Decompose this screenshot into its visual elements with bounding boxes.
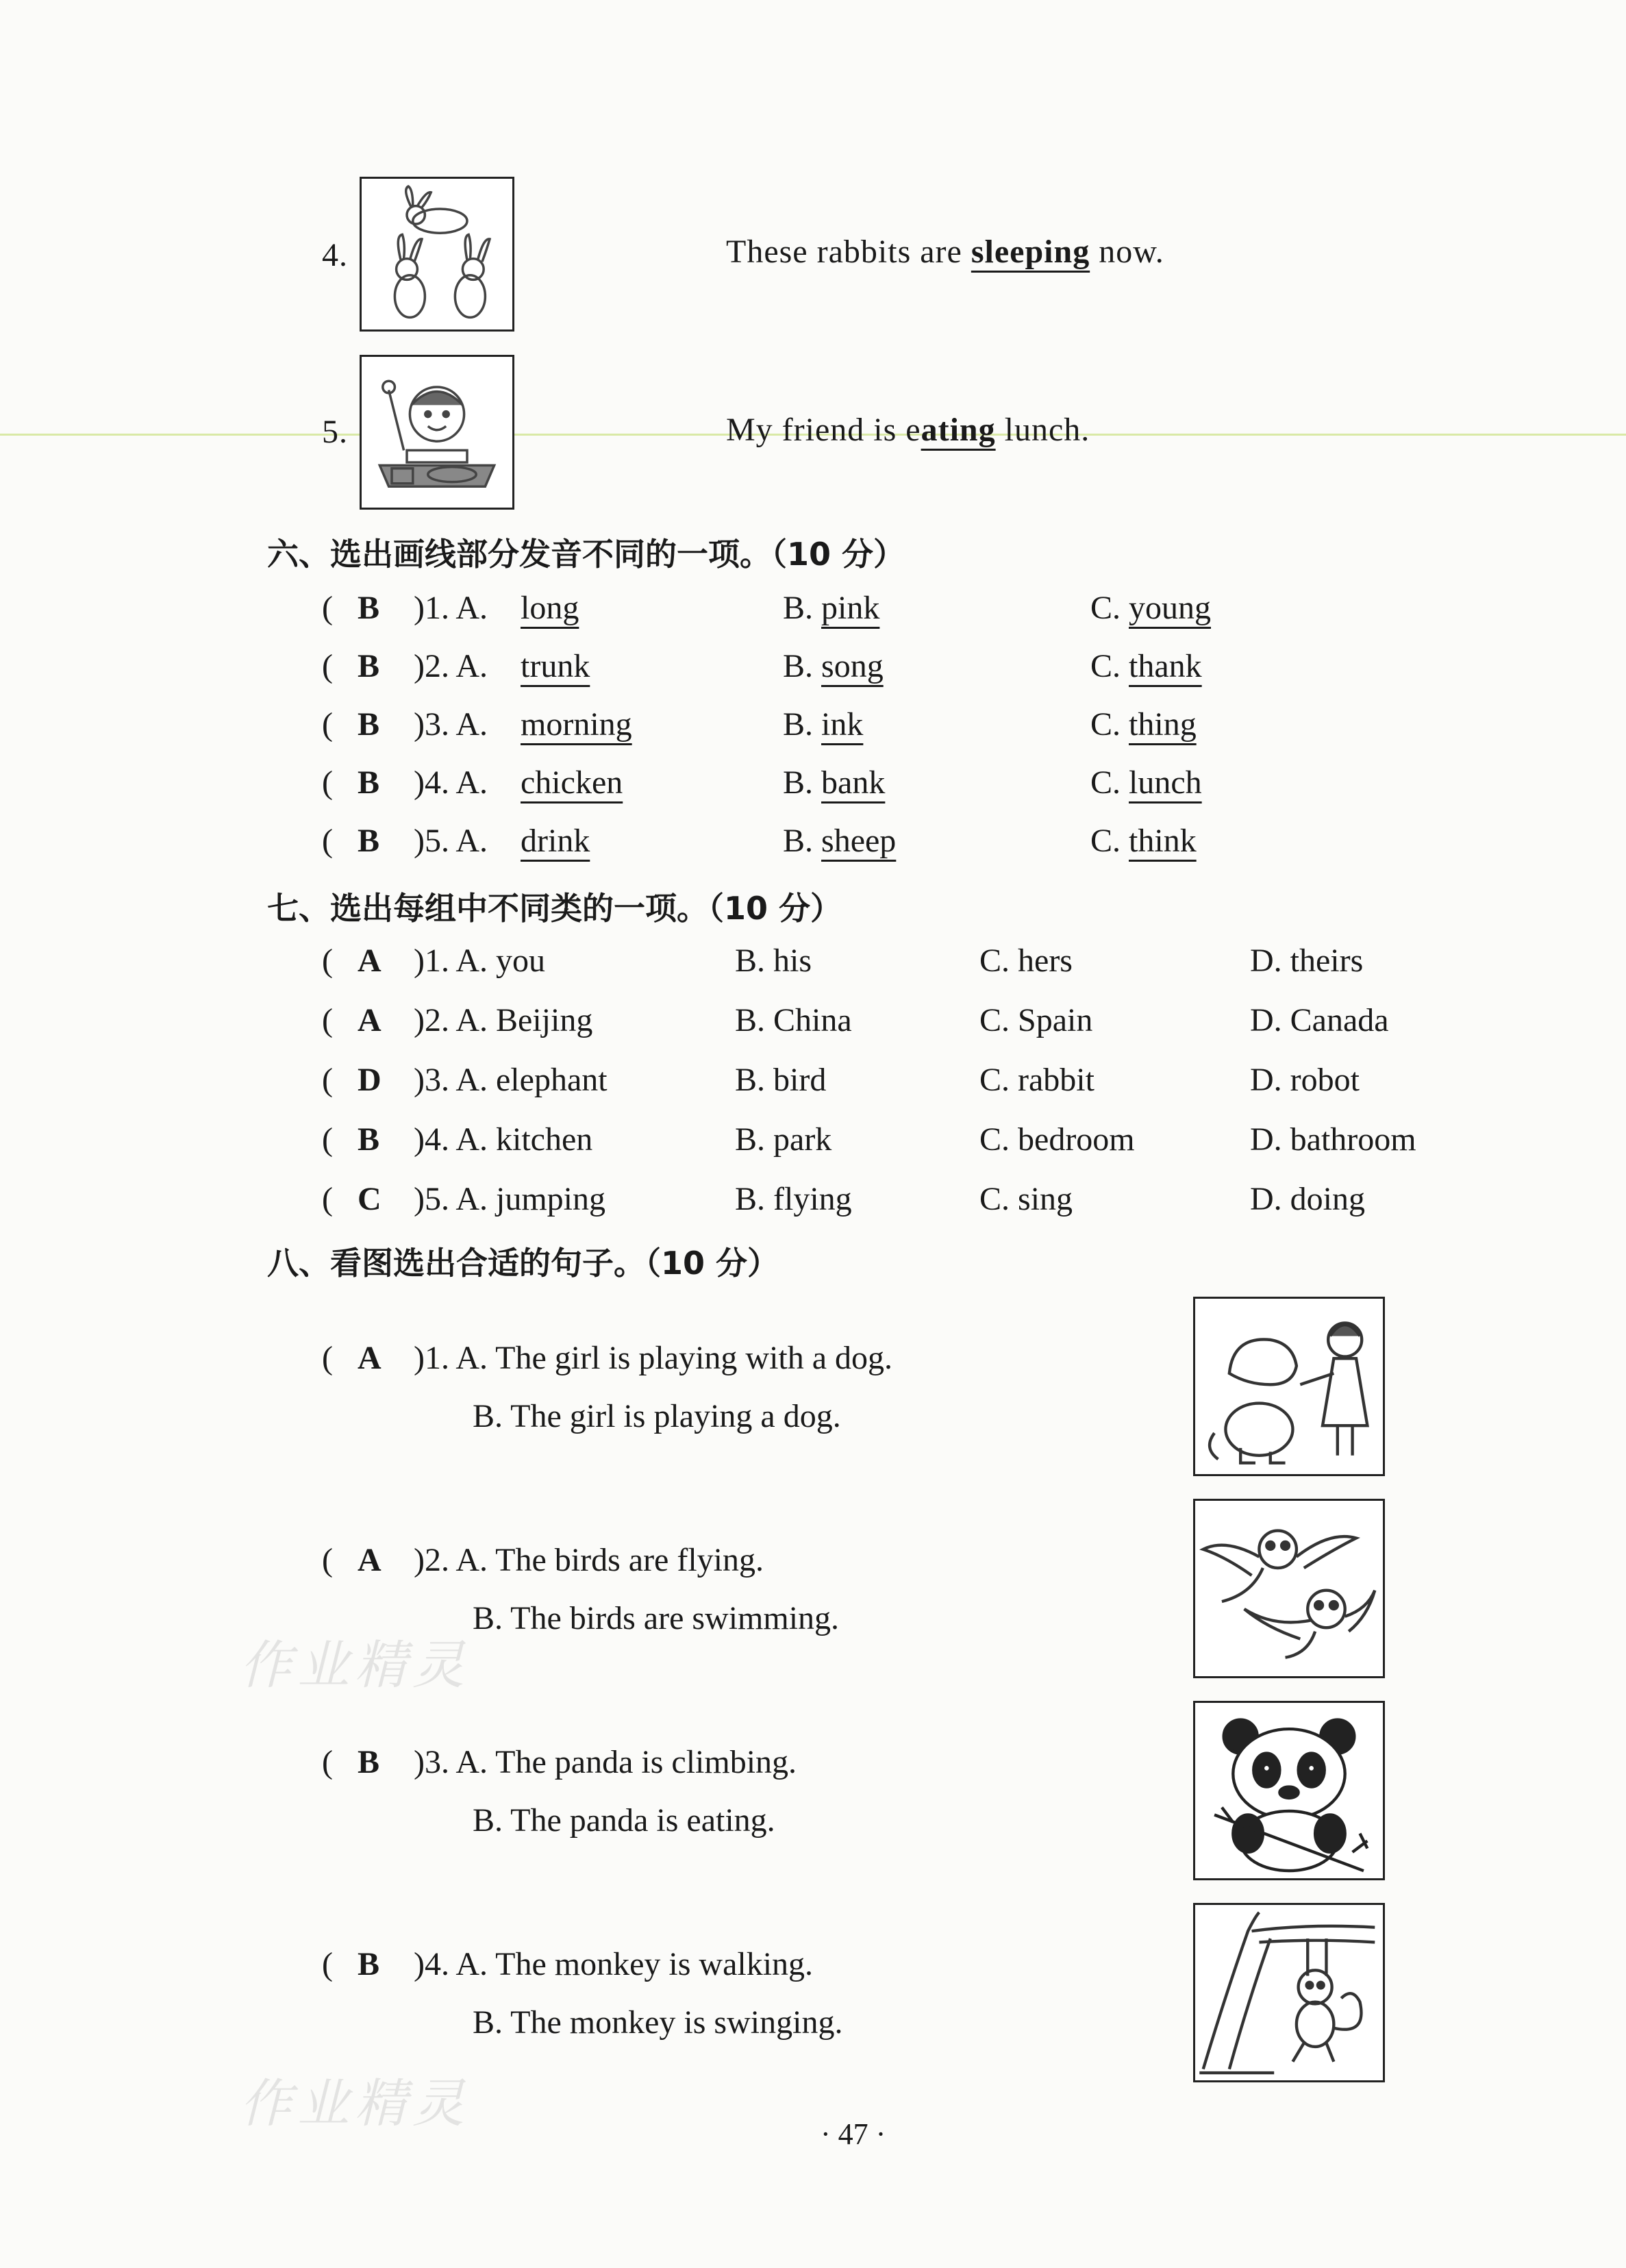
sentence-5: My friend is eating lunch. bbox=[726, 412, 1090, 448]
picture-question-2-option-b: B. The birds are swimming. bbox=[473, 1600, 840, 1636]
category-row-1: ( A )1. A. you B. his C. hers D. theirs bbox=[322, 943, 1364, 979]
panda-eating-image bbox=[1193, 1701, 1385, 1880]
category-row-4: ( B )4. A. kitchen B. park C. bedroom D. bathroom bbox=[322, 1121, 1416, 1158]
pronunciation-row-5: ( B )5. A. drink B. sheep C. think bbox=[322, 823, 1197, 859]
pronunciation-row-4: ( B )4. A. chicken B. bank C. lunch bbox=[322, 764, 1202, 801]
monkey-swinging-image bbox=[1193, 1903, 1385, 2082]
pronunciation-row-3: ( B )3. A. morning B. ink C. thing bbox=[322, 706, 1197, 743]
flying-birds-image bbox=[1193, 1499, 1385, 1678]
section-8-title: 八、看图选出合适的句子。（10 分） bbox=[267, 1245, 779, 1282]
item-number: 4. bbox=[322, 237, 348, 273]
picture-question-3: ( B )3. A. The panda is climbing. bbox=[322, 1744, 797, 1780]
picture-question-4-option-b: B. The monkey is swinging. bbox=[473, 2004, 843, 2041]
watermark: 作业精灵 bbox=[240, 1634, 470, 1695]
girl-and-dog-image bbox=[1193, 1297, 1385, 1476]
watermark: 作业精灵 bbox=[240, 2073, 470, 2134]
category-row-3: ( D )3. A. elephant B. bird C. rabbit D. robot bbox=[322, 1062, 1360, 1098]
pronunciation-row-1: ( B )1. A. long B. pink C. young bbox=[322, 590, 1212, 626]
picture-question-3-option-b: B. The panda is eating. bbox=[473, 1802, 775, 1839]
picture-question-1-option-b: B. The girl is playing a dog. bbox=[473, 1398, 841, 1434]
section-6-title: 六、选出画线部分发音不同的一项。（10 分） bbox=[267, 536, 905, 573]
sentence-4: These rabbits are sleeping now. bbox=[726, 234, 1164, 270]
picture-question-2: ( A )2. A. The birds are flying. bbox=[322, 1542, 764, 1578]
section-7-title: 七、选出每组中不同类的一项。（10 分） bbox=[267, 890, 842, 927]
item-number: 5. bbox=[322, 414, 348, 450]
picture-question-1: ( A )1. A. The girl is playing with a dog. bbox=[322, 1340, 893, 1376]
rabbits-image bbox=[360, 177, 514, 332]
pronunciation-row-2: ( B )2. A. trunk B. song C. thank bbox=[322, 648, 1202, 684]
page-number: · 47 · bbox=[821, 2117, 886, 2151]
category-row-5: ( C )5. A. jumping B. flying C. sing D. doing bbox=[322, 1181, 1365, 1217]
picture-question-4: ( B )4. A. The monkey is walking. bbox=[322, 1946, 814, 1982]
boy-eating-image bbox=[360, 355, 514, 510]
category-row-2: ( A )2. A. Beijing B. China C. Spain D. Canada bbox=[322, 1002, 1389, 1038]
